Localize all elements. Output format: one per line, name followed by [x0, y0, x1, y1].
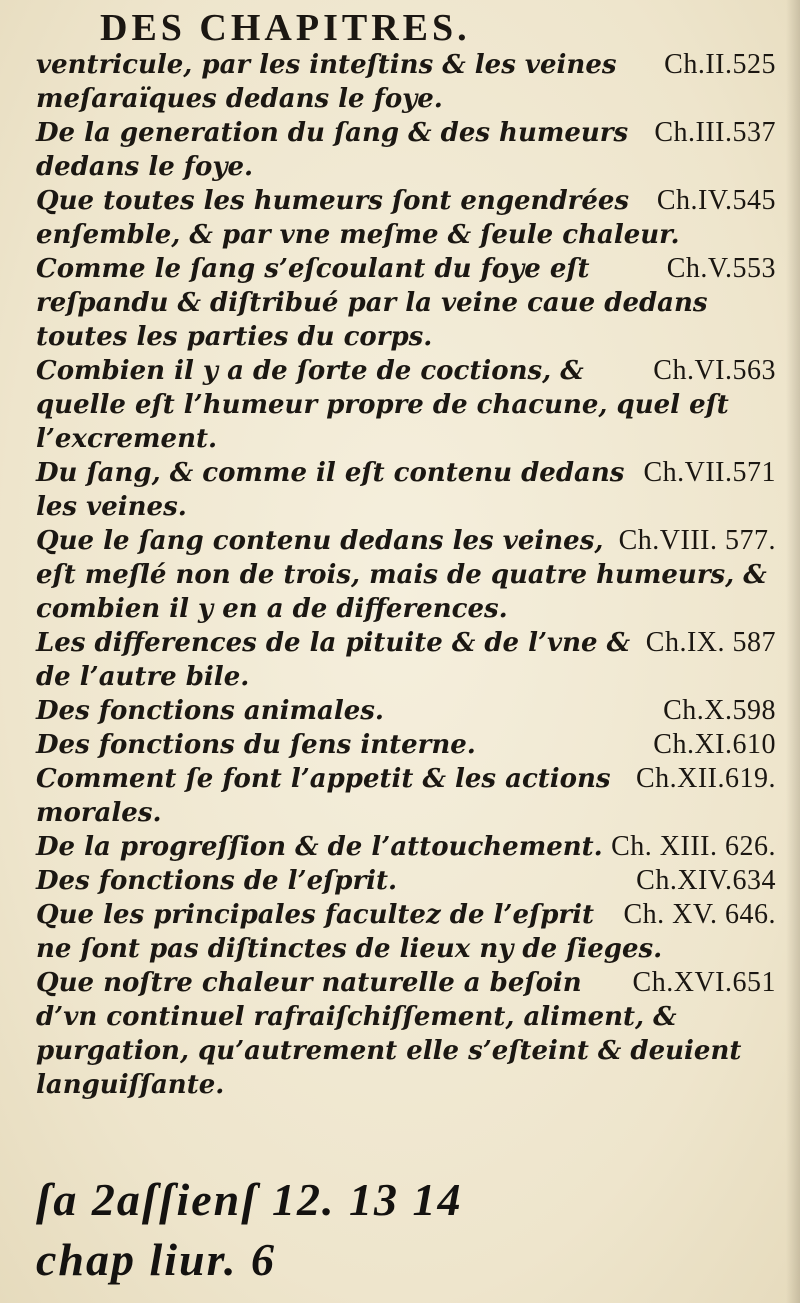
chapter-title: ventricule, par les inteſtins & les veines meſaraïques dedans le foye.: [36, 50, 617, 114]
toc-entry: [36, 524, 776, 626]
toc-entry: [36, 252, 776, 354]
toc-entry: [36, 626, 776, 694]
toc-entry: [36, 898, 776, 966]
chapter-title: Que le ſang contenu dedans les veines, eſt meſlé non de trois, mais de quatre humeurs, & combien il y en a de differences.: [36, 526, 767, 624]
page-header: DES CHAPITRES.: [100, 7, 471, 49]
chapter-ref: Ch.IX. 587: [645, 627, 776, 658]
page-edge-shadow: [786, 0, 800, 1303]
chapter-ref: Ch.X.598: [663, 695, 776, 726]
chapter-ref: Ch.VII.571: [643, 457, 776, 488]
toc-entry: [36, 354, 776, 456]
chapter-title: Des fonctions animales.: [36, 696, 384, 726]
chapter-ref: Ch.III.537: [654, 117, 776, 148]
chapter-title: Comme le ſang s’eſcoulant du foye eſt reſpandu & diſtribué par la veine caue dedans toutes les parties du corps.: [36, 254, 708, 352]
chapter-ref: Ch. XIII. 626.: [611, 831, 776, 862]
chapter-ref: Ch.II.525: [664, 49, 776, 80]
chapter-ref: Ch.XII.619.: [635, 763, 776, 794]
handwritten-line: chap liur. 6: [36, 1234, 277, 1285]
toc-entry: [36, 48, 776, 116]
toc-entry: [36, 116, 776, 184]
chapter-title: De la progreſſion & de l’attouchement.: [36, 832, 603, 862]
chapter-title: De la generation du ſang & des humeurs dedans le foye.: [36, 118, 629, 182]
chapter-ref: Ch.VI.563: [653, 355, 776, 386]
chapter-ref: Ch.V.553: [666, 253, 776, 284]
chapter-ref: Ch.XVI.651: [632, 967, 776, 998]
handwritten-line: ſa 2aſſienſ 12. 13 14: [36, 1174, 463, 1225]
chapter-title: Des fonctions de l’eſprit.: [36, 866, 398, 896]
chapter-title: Que les principales facultez de l’eſprit ne ſont pas diſtinctes de lieux ny de ſieges.: [36, 900, 663, 964]
chapter-title: Du ſang, & comme il eſt contenu dedans les veines.: [36, 458, 625, 522]
chapter-title: Combien il y a de ſorte de coctions, & quelle eſt l’humeur propre de chacune, quel eſt l’excrement.: [36, 356, 729, 454]
toc-entry: [36, 456, 776, 524]
toc-entry: [36, 694, 776, 728]
chapter-ref: Ch.IV.545: [656, 185, 776, 216]
toc-entry: [36, 966, 776, 1102]
chapter-title: Comment ſe font l’appetit & les actions morales.: [36, 764, 611, 828]
handwritten-note: [36, 1170, 776, 1290]
chapter-title: Que toutes les humeurs ſont engendrées enſemble, & par vne meſme & ſeule chaleur.: [36, 186, 680, 250]
chapter-ref: Ch.XIV.634: [636, 865, 776, 896]
chapter-ref: Ch.XI.610: [653, 729, 776, 760]
toc-entry: [36, 728, 776, 762]
toc-entry: [36, 864, 776, 898]
chapter-title: Les differences de la pituite & de l’vne & de l’autre bile.: [36, 628, 631, 692]
chapter-title: Des fonctions du ſens interne.: [36, 730, 476, 760]
table-of-contents: [36, 48, 776, 1102]
chapter-ref: Ch. XV. 646.: [623, 899, 776, 930]
chapter-ref: Ch.VIII. 577.: [618, 525, 776, 556]
chapter-title: Que noſtre chaleur naturelle a beſoin d’vn continuel rafraiſchiſſement, aliment, & purgation, qu’autrement elle s’eſteint & deuient languiſſante.: [36, 968, 742, 1100]
toc-entry: [36, 184, 776, 252]
toc-entry: [36, 762, 776, 830]
toc-entry: [36, 830, 776, 864]
